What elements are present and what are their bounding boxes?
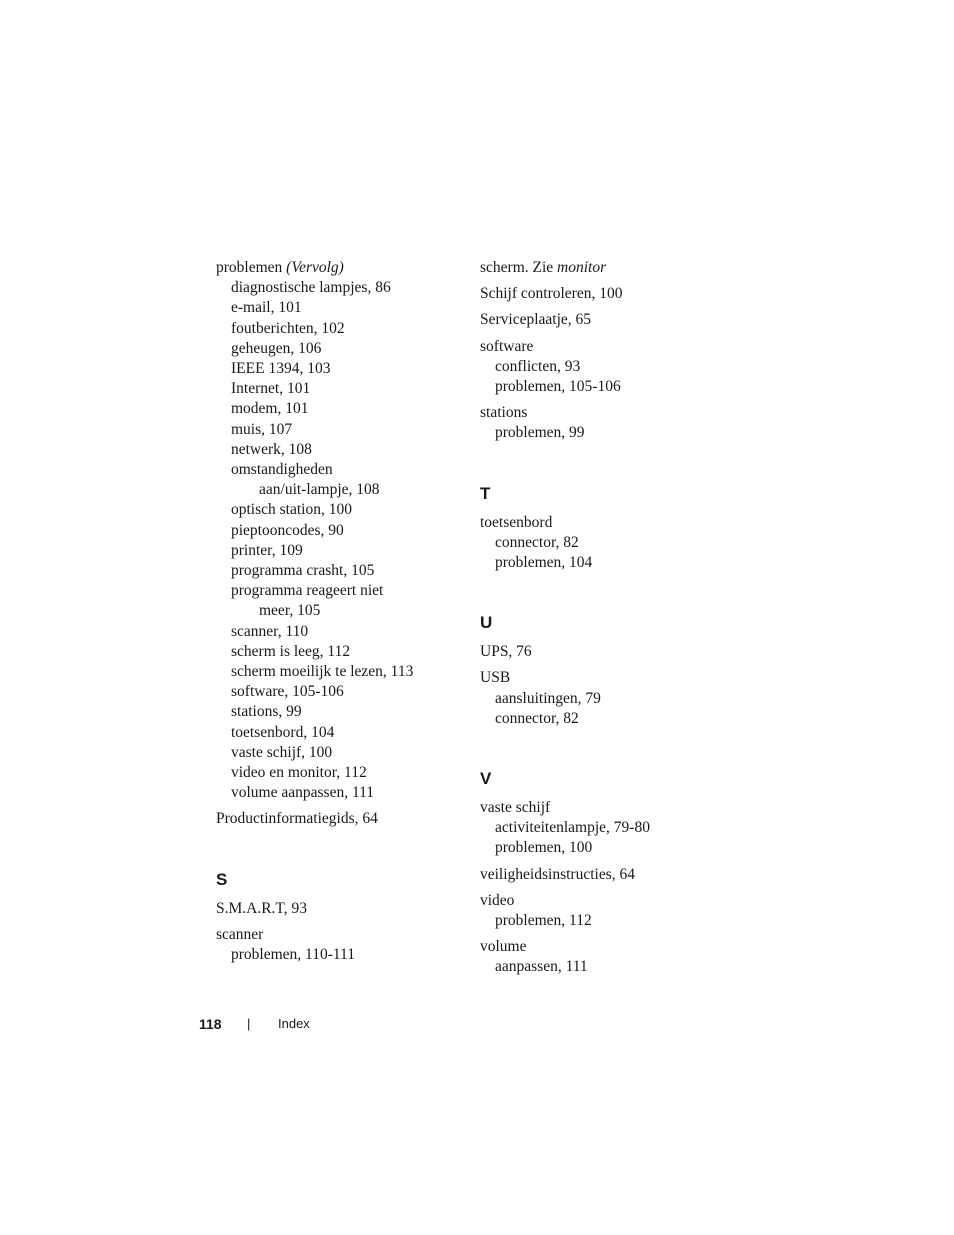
index-entry-scherm [480,258,720,278]
index-subentry: muis, 107 [231,420,293,438]
index-term: S.M.A.R.T, 93 [216,899,308,917]
index-term: scanner [216,925,264,943]
index-subentry: scanner, 110 [231,622,309,640]
index-term: UPS, 76 [480,643,532,661]
index-subentry: scherm moeilijk te lezen, 113 [231,663,414,681]
index-subentry: vaste schijf, 100 [231,743,333,761]
index-entry-scanner [216,925,456,965]
index-subentry: problemen, 105-106 [495,378,621,396]
index-subentry: omstandigheden [231,461,333,479]
index-term [216,258,456,278]
section-letter-u: U [480,613,493,633]
index-column-right [480,258,720,984]
index-subentry: problemen, 112 [495,912,592,930]
section-letter-t: T [480,483,491,503]
index-entry-stations [480,403,720,443]
index-subentry: e-mail, 101 [231,299,302,317]
index-subentry: connector, 82 [495,533,579,551]
page-footer [199,1015,310,1034]
index-subentry: activiteitenlampje, 79-80 [495,819,650,837]
index-subentry: geheugen, 106 [231,339,322,357]
index-subentry: aansluitingen, 79 [495,689,601,707]
index-subentry: problemen, 99 [495,424,585,442]
index-subentry: Internet, 101 [231,380,311,398]
index-subentry: diagnostische lampjes, 86 [231,279,391,297]
index-term: USB [480,669,511,687]
index-subentry: problemen, 100 [495,839,593,857]
index-term: Schijf controleren, 100 [480,285,623,303]
index-entry-smart [216,899,456,919]
index-subentry: netwerk, 108 [231,440,312,458]
index-term: video [480,891,515,909]
index-entry-software [480,337,720,398]
index-entry-veiligheidsinstructies [480,865,720,885]
index-term: Serviceplaatje, 65 [480,311,592,329]
cross-reference: monitor [557,259,607,276]
index-subentry-continuation: meer, 105 [259,602,321,620]
index-subentry: stations, 99 [231,703,302,721]
index-subentry: modem, 101 [231,400,309,418]
index-entry-problemen [216,258,456,803]
section-letter-s: S [216,869,228,889]
index-entry-vaste-schijf [480,798,720,859]
index-term: vaste schijf [480,799,551,817]
index-entry-ups [480,642,720,662]
index-subsubentry: aan/uit-lampje, 108 [259,481,380,499]
index-subentry: pieptooncodes, 90 [231,521,344,539]
index-subentry: software, 105-106 [231,683,344,701]
term-text: scherm. Zie [480,259,554,276]
term-text: problemen [216,259,283,276]
index-subentry: volume aanpassen, 111 [231,784,375,802]
index-subentry: toetsenbord, 104 [231,723,335,741]
index-subentry: programma reageert niet [231,582,384,600]
index-subentry: problemen, 110-111 [231,946,355,964]
footer-separator: | [247,1016,251,1031]
index-entry-volume [480,937,720,977]
index-entry-video [480,891,720,931]
index-subentry: printer, 109 [231,541,303,559]
index-column-left [216,258,456,971]
index-subentry: problemen, 104 [495,554,593,572]
index-subentry: aanpassen, 111 [495,958,588,976]
index-subentry: optisch station, 100 [231,501,352,519]
index-term: Productinformatiegids, 64 [216,810,378,828]
index-subentry: programma crasht, 105 [231,562,375,580]
index-subentry: connector, 82 [495,709,579,727]
index-subentry: IEEE 1394, 103 [231,360,331,378]
index-entry-serviceplaatje [480,310,720,330]
page-number: 118 [199,1016,222,1032]
index-entry-schijf-controleren [480,284,720,304]
continued-label: (Vervolg) [286,259,344,276]
index-term: software [480,337,534,355]
footer-title: Index [278,1016,310,1031]
index-term: veiligheidsinstructies, 64 [480,865,635,883]
index-term: stations [480,404,528,422]
index-entry-toetsenbord [480,513,720,574]
index-term [480,258,720,278]
index-entry-usb [480,668,720,729]
index-entry-productinformatiegids [216,809,456,829]
index-subentry: scherm is leeg, 112 [231,642,351,660]
index-subentry: foutberichten, 102 [231,319,345,337]
index-term: toetsenbord [480,513,553,531]
section-letter-v: V [480,769,492,789]
index-subentry: video en monitor, 112 [231,764,367,782]
index-subentry: conflicten, 93 [495,357,581,375]
index-term: volume [480,938,527,956]
